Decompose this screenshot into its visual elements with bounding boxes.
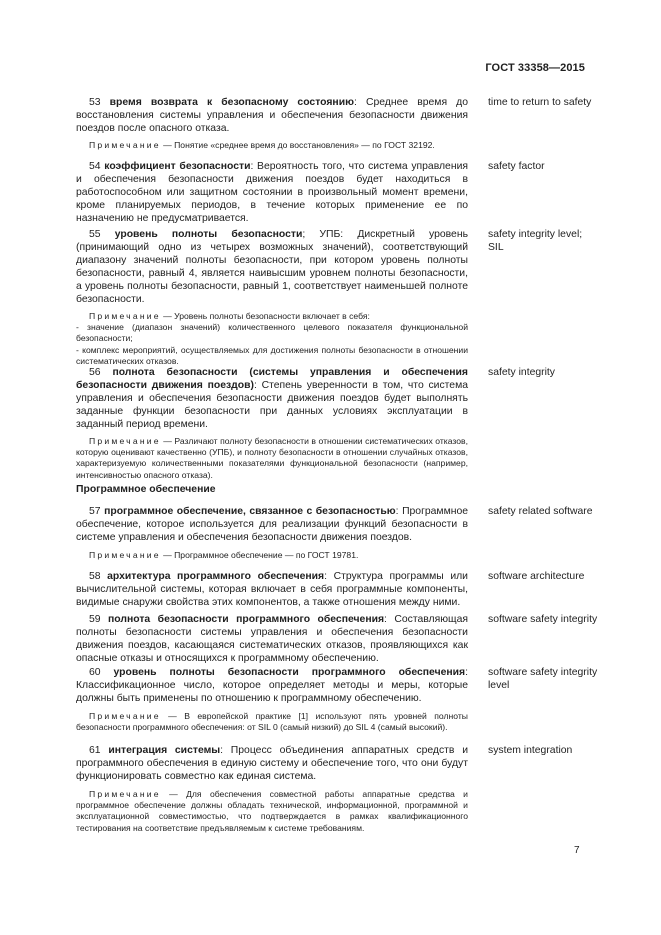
page-header: ГОСТ 33358—2015 [485,62,585,74]
entry-number: 53 [89,97,101,108]
entry-number: 58 [89,571,101,582]
entry-term: полнота безопасности (системы управления и обеспечения безопасности движения поездов) [76,367,468,391]
entry-term: интеграция системы [108,745,221,756]
entry-definition [76,570,468,609]
entry-text: Вероятность того, что система управления и обеспечения безопасности движения поездов будет находиться в работоспособном или защитном состоянии в произвольный момент времени, кроме планируемых периодов, в течение которых применение ее по назначению не предусматривается. [76,161,468,224]
note-text: — Уровень полноты безопасности включает в себя: [160,311,370,321]
entry-number: 60 [89,667,101,678]
term-entry-55 [76,228,468,367]
note-text: — В европейской практике [1] используют пять уровней полноты безопасности программного обеспечения: от SIL 0 (самый низкий) до SIL 4 (самый высокий). [76,711,468,733]
english-term-56: safety integrity [488,367,555,378]
entry-separator: ; [302,229,306,240]
entry-text: Структура программы или вычислительной системы, которая включает в себя программные компоненты, видимые снаружи свойства этих компонентов, а также отношения между ними. [76,571,468,608]
term-entry-53 [76,96,468,151]
entry-note [76,711,468,733]
english-term-54: safety factor [488,161,545,172]
entry-definition [76,366,468,431]
note-label: Примечание [89,436,161,446]
entry-note [76,436,468,481]
entry-separator: : [353,97,357,108]
entry-note [76,140,468,151]
entry-definition [76,228,468,306]
section-heading: Программное обеспечение [76,484,216,495]
entry-term: время возврата к безопасному состоянию [109,97,354,108]
english-term-59: software safety integrity [488,614,598,625]
entry-definition [76,666,468,705]
term-entry-54 [76,160,468,225]
note-item: - значение (диапазон значений) количественного целевого показателя функциональной безопасности; [76,322,468,344]
entry-number: 55 [89,229,101,240]
entry-text: Классификационное число, которое определяет методы и меры, которые должны быть применены по отношению к программному обеспечению. [76,680,468,704]
entry-term: полнота безопасности программного обеспечения [108,614,385,625]
entry-separator: : [253,380,257,391]
note-label: Примечание [89,311,161,321]
term-entry-58 [76,570,468,609]
entry-text: Среднее время до восстановления системы управления и обеспечения безопасности движения поездов после опасного отказа. [76,97,468,134]
term-entry-56 [76,366,468,481]
entry-text: Программное обеспечение, которое используется для реализации функций безопасности в системе управления и обеспечения безопасности движения поездов. [76,506,469,543]
entry-number: 59 [89,614,101,625]
entry-term: уровень полноты безопасности [114,229,303,240]
entry-term: коэффициент безопасности [104,161,251,172]
entry-note [76,550,468,561]
term-entry-60 [76,666,468,733]
note-text: — Понятие «среднее время до восстановления» — по ГОСТ 32192. [160,140,435,150]
entry-separator: : [395,506,399,517]
entry-term: архитектура программного обеспечения [107,571,325,582]
note-label: Примечание [89,711,161,721]
entry-separator: : [250,161,254,172]
entry-definition [76,744,468,783]
entry-number: 61 [89,745,101,756]
note-label: Примечание [89,789,161,799]
entry-definition [76,96,468,135]
entry-term: уровень полноты безопасности программного обеспечения [113,667,466,678]
entry-note [76,789,468,834]
entry-term: программное обеспечение, связанное с безопасностью [104,506,396,517]
entry-note [76,311,468,322]
entry-definition [76,160,468,225]
note-text: — Программное обеспечение — по ГОСТ 19781. [160,550,359,560]
entry-text: УПБ: Дискретный уровень (принимающий одно из четырех возможных значений), соответствующий диапазону значений полноты безопасности, при котором уровень полноты безопасности, равный 4, является наивысшим уровнем полноты безопасности, а уровень полноты безопасности, равный 1, соответствует наименьшей полноте безопасности. [76,229,468,305]
entry-definition [76,505,468,544]
note-label: Примечание [89,140,161,150]
entry-definition [76,613,468,665]
note-label: Примечание [89,550,161,560]
entry-text: Степень уверенности в том, что система управления и обеспечения безопасности движения поездов будет выполнять заданные функции безопасности при данных условиях эксплуатации в заданный период времени. [76,380,468,430]
note-text: — Для обеспечения совместной работы аппаратные средства и программное обеспечение должны обладать технической, информационной, программной и эксплуатационной совместимостью, что подтверждается в рамках квалификационного тестирования на соответствие предъявляемым к системе требованиям. [76,789,468,833]
english-term-58: software architecture [488,571,585,582]
english-term-60: software safety integrity level [488,667,598,691]
entry-separator: : [465,667,468,678]
entry-text: Составляющая полноты безопасности системы управления и обеспечения безопасности движения поездов, касающаяся систематических отказов, проявляющихся как опасные отказы и относящихся к программному обеспечению. [76,614,468,664]
english-term-57: safety related software [488,506,593,517]
entry-number: 54 [89,161,101,172]
entry-number: 56 [89,367,101,378]
entry-separator: : [384,614,387,625]
note-text: — Различают полноту безопасности в отношении систематических отказов, которую оценивают качественно (УПБ), и полноту безопасности в отношении случайных отказов, характеризуемую количественными показателями функциональной безопасности (например, интенсивностью опасного отказа). [76,436,468,480]
page-number: 7 [574,845,580,856]
english-term-55: safety integrity level; SIL [488,229,583,253]
entry-number: 57 [89,506,101,517]
term-entry-59 [76,613,468,665]
entry-text: Процесс объединения аппаратных средств и программного обеспечения в единую систему и обеспечение того, что они будут функционировать совместно как единая система. [76,745,469,782]
english-term-53: time to return to safety [488,97,592,108]
note-item: - комплекс мероприятий, осуществляемых для достижения полноты безопасности в отношении систематических отказов. [76,344,468,366]
term-entry-61 [76,744,468,834]
entry-separator: : [220,745,224,756]
entry-separator: : [324,571,327,582]
english-term-61: system integration [488,745,573,756]
term-entry-57 [76,505,468,561]
